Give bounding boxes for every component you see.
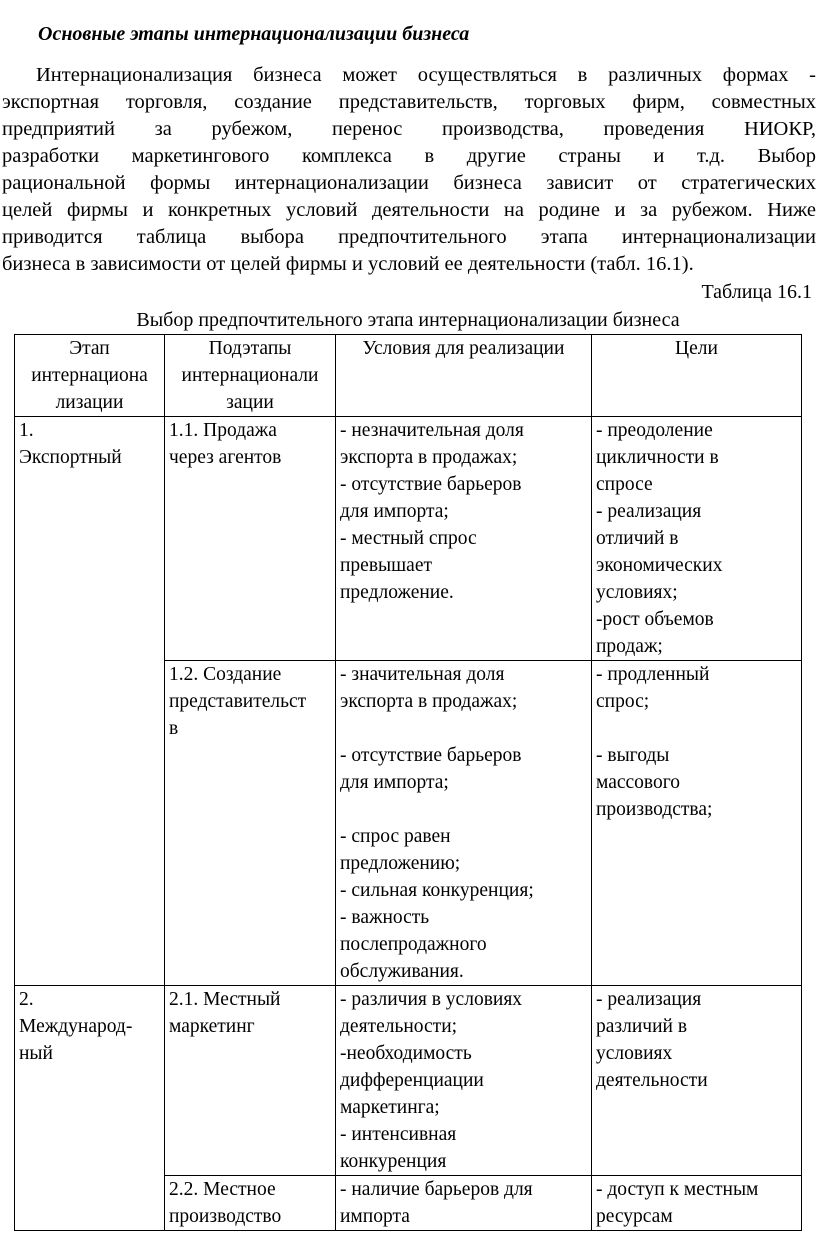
cell-line: предложению;	[340, 853, 461, 874]
cell-line: - важность	[340, 907, 430, 928]
cell-line: -рост объемов	[596, 609, 714, 630]
cell-line: экспорта в продажах;	[340, 447, 518, 468]
header-stage	[15, 335, 165, 417]
cell-line: ный	[19, 1043, 53, 1064]
cell-line: - наличие барьеров для	[340, 1179, 533, 1200]
cell-line: - реализация	[596, 989, 702, 1010]
cell-line: для импорта;	[340, 772, 449, 793]
list-item	[596, 986, 797, 1094]
conditions-cell	[336, 661, 592, 986]
list-item	[340, 904, 587, 985]
header-goals	[592, 335, 802, 417]
cell-line: - интенсивная	[340, 1124, 457, 1145]
table-caption: Выбор предпочтительного этапа интернационализации бизнеса	[136, 309, 680, 331]
list-item	[340, 1176, 587, 1230]
cell-line: Международ-	[19, 1016, 133, 1037]
cell-line: зации	[226, 392, 274, 413]
cell-line: - местный спрос	[340, 528, 477, 549]
substage-cell	[165, 986, 336, 1176]
paragraph-line: целей фирмы и конкретных условий деятельности на родине и за рубежом. Ниже	[2, 199, 816, 221]
conditions-cell	[336, 1176, 592, 1231]
cell-line: условиях;	[596, 582, 678, 603]
cell-line: маркетинг	[169, 1016, 255, 1037]
cell-line: интернационали	[181, 365, 319, 386]
cell-line: в	[169, 718, 179, 739]
cell-line: - сильная конкуренция;	[340, 880, 534, 901]
list-item	[596, 417, 797, 498]
list-item	[340, 525, 587, 606]
goals-cell	[592, 986, 802, 1176]
cell-line: - продленный	[596, 664, 710, 685]
substage-cell	[165, 1176, 336, 1231]
goals-cell	[592, 661, 802, 986]
cell-line: экономических	[596, 555, 723, 576]
paragraph-line: разработки маркетингового комплекса в другие страны и т.д. Выбор	[2, 145, 816, 167]
paragraph-line: предприятий за рубежом, перенос производства, проведения НИОКР,	[2, 118, 816, 140]
cell-line: - отсутствие барьеров	[340, 474, 522, 495]
cell-line: экспорта в продажах;	[340, 691, 518, 712]
cell-line: цикличности в	[596, 447, 719, 468]
list-item	[340, 823, 587, 877]
cell-line: для импорта;	[340, 501, 449, 522]
list-item	[340, 877, 587, 904]
cell-line: через агентов	[169, 447, 282, 468]
cell-line: Экспортный	[19, 447, 122, 468]
list-item	[340, 661, 587, 715]
cell-line: спросе	[596, 474, 653, 495]
blank-line	[340, 715, 587, 742]
stage-cell	[15, 417, 165, 986]
cell-line: 1.	[19, 420, 34, 441]
list-item	[596, 661, 797, 715]
list-item	[596, 498, 797, 606]
intro-paragraph	[2, 62, 816, 278]
cell-line: маркетинга;	[340, 1097, 440, 1118]
cell-line: - спрос равен	[340, 826, 451, 847]
cell-line: импорта	[340, 1206, 410, 1227]
cell-line: - значительная доля	[340, 664, 505, 685]
blank-line	[596, 715, 797, 742]
cell-line: 2.2. Местное	[169, 1179, 276, 1200]
list-item	[340, 986, 587, 1040]
cell-line: массового	[596, 772, 681, 793]
cell-line: лизации	[55, 392, 124, 413]
paragraph-line: приводится таблица выбора предпочтительного этапа интернационализации	[2, 226, 816, 248]
cell-line: - незначительная доля	[340, 420, 524, 441]
cell-line: - отсутствие барьеров	[340, 745, 522, 766]
cell-line: деятельности	[596, 1070, 708, 1091]
cell-line: представительст	[169, 691, 307, 712]
cell-line: отличий в	[596, 528, 679, 549]
cell-line: - доступ к местным	[596, 1179, 759, 1200]
cell-line: -необходимость	[340, 1043, 472, 1064]
list-item	[596, 742, 797, 823]
stages-table	[14, 334, 802, 1231]
list-item	[340, 1040, 587, 1121]
cell-line: - реализация	[596, 501, 702, 522]
cell-line: спрос;	[596, 691, 650, 712]
paragraph-line: экспортная торговля, создание представительств, торговых фирм, совместных	[2, 91, 816, 113]
cell-line: 2.1. Местный	[169, 989, 281, 1010]
cell-line: предложение.	[340, 582, 454, 603]
list-item	[596, 606, 797, 660]
blank-line	[340, 796, 587, 823]
cell-line: превышает	[340, 555, 432, 576]
list-item	[596, 1176, 797, 1230]
cell-line: условиях	[596, 1043, 673, 1064]
cell-line: - выгоды	[596, 745, 670, 766]
table-header-row	[15, 335, 802, 417]
cell-line: Этап	[69, 338, 110, 359]
list-item	[340, 471, 587, 525]
cell-line: дифференциации	[340, 1070, 484, 1091]
table-row	[15, 417, 802, 661]
stage-cell	[15, 986, 165, 1231]
header-substage	[165, 335, 336, 417]
list-item	[340, 417, 587, 471]
goals-cell	[592, 1176, 802, 1231]
cell-line: 1.1. Продажа	[169, 420, 277, 441]
paragraph-line: бизнеса в зависимости от целей фирмы и условий ее деятельности (табл. 16.1).	[2, 253, 694, 275]
conditions-cell	[336, 986, 592, 1176]
substage-cell	[165, 661, 336, 986]
cell-line: послепродажного	[340, 934, 487, 955]
cell-line: производство	[169, 1206, 282, 1227]
cell-line: производства;	[596, 799, 713, 820]
cell-line: 2.	[19, 989, 34, 1010]
header-conditions	[336, 335, 592, 417]
paragraph-line: рациональной формы интернационализации бизнеса зависит от стратегических	[2, 172, 816, 194]
cell-line: обслуживания.	[340, 961, 464, 982]
cell-line: Цели	[675, 338, 718, 359]
table-number: Таблица 16.1	[701, 281, 812, 303]
cell-line: продаж;	[596, 636, 663, 657]
cell-line: различий в	[596, 1016, 688, 1037]
cell-line: - преодоление	[596, 420, 713, 441]
list-item	[340, 1121, 587, 1175]
paragraph-line: Интернационализация бизнеса может осуществляться в различных формах -	[36, 64, 816, 86]
cell-line: Условия для реализации	[362, 338, 565, 359]
cell-line: ресурсам	[596, 1206, 673, 1227]
cell-line: деятельности;	[340, 1016, 458, 1037]
cell-line: интернациона	[31, 365, 148, 386]
cell-line: конкуренция	[340, 1151, 447, 1172]
section-heading: Основные этапы интернационализации бизнеса	[38, 23, 470, 45]
goals-cell	[592, 417, 802, 661]
conditions-cell	[336, 417, 592, 661]
cell-line: 1.2. Создание	[169, 664, 282, 685]
cell-line: Подэтапы	[208, 338, 292, 359]
cell-line: - различия в условиях	[340, 989, 523, 1010]
table-row	[15, 986, 802, 1176]
list-item	[340, 742, 587, 796]
substage-cell	[165, 417, 336, 661]
